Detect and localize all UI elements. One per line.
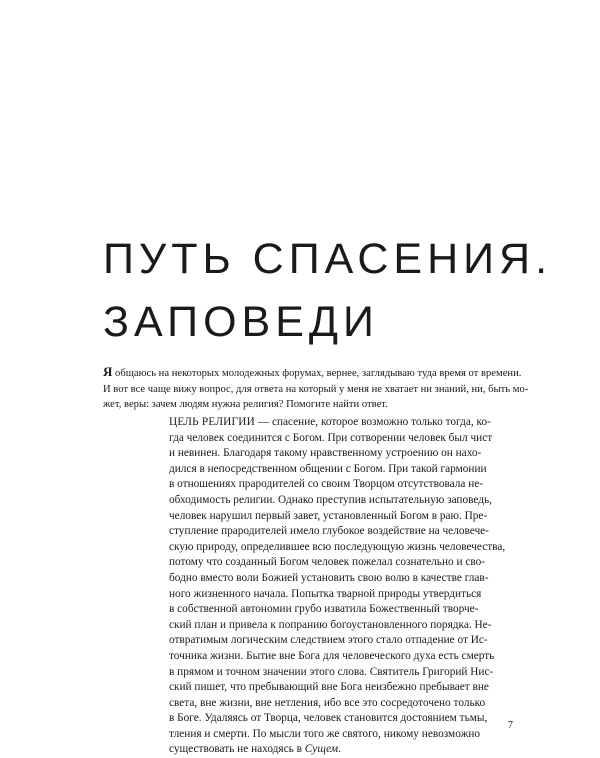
body-line: ного жизненного начала. Попытка тварной природы утвердиться — [169, 587, 482, 600]
body-line: в отношениях прародителей со своим Творцом отсутствовала не- — [169, 478, 484, 491]
body-line: тления и смерти. По мысли того же святого, никому невозможно — [169, 727, 481, 740]
body-line: обходимость религии. Однако преступив испытательную заповедь, — [169, 493, 492, 506]
body-line: в собственной автономии грубо изватила Божественный творче- — [169, 603, 479, 616]
last-line-italic: Сущем — [304, 743, 339, 756]
lead-dropcap: Я — [103, 364, 113, 379]
body-line: в Боге. Удаляясь от Творца, человек становится достоянием тьмы, — [169, 712, 488, 725]
last-line-end: . — [338, 743, 341, 756]
body-line: гда человек соединится с Богом. При сотворении человек был чист — [169, 431, 493, 444]
body-first-line-rest: — спасение, которое возможно только тогда, ко- — [255, 416, 491, 428]
body-lead-in: ЦЕЛЬ РЕЛИГИИ — [169, 416, 255, 428]
reader-question — [103, 364, 529, 413]
body-line: света, вне жизни, вне нетления, ибо все это сосредоточено только — [169, 696, 486, 709]
body-line: человек нарушил первый завет, установленный Богом в раю. Пре- — [169, 509, 488, 522]
body-line-last — [169, 742, 521, 758]
body-line: потому что созданный Богом человек пожелал сознательно и сво- — [169, 556, 486, 569]
body-line: ский пишет, что пребывающий вне Бога неизбежно пребывает вне — [169, 681, 489, 694]
body-line: бодно вместо воли Божией установить свою волю в качестве глав- — [169, 571, 489, 584]
lead-line-2: И вот все чаще вижу вопрос, для ответа на который у меня не хватает ни знаний, ни, быть мо- — [103, 383, 529, 395]
lead-line-1-text: общаюсь на некоторых молодежных форумах, вернее, заглядываю туда время от времени. — [112, 368, 522, 379]
body-line: дился в непосредственном общении с Богом. При такой гармонии — [169, 462, 487, 475]
body-line: в прямом и точном значении этого слова. Святитель Григорий Нис- — [169, 665, 494, 678]
chapter-title-line-2: ЗАПОВЕДИ — [103, 297, 379, 346]
body-line: ский план и привела к попранию богоустановленного порядка. Не- — [169, 618, 492, 631]
page-number: 7 — [508, 720, 513, 731]
lead-line-1 — [103, 364, 523, 382]
body-line: ступление прародителей имело глубокое воздействие на человече- — [169, 525, 489, 538]
last-line-start: существовать не находясь в — [169, 743, 305, 756]
lead-line-3: жет, веры: зачем людям нужна религия? Помогите найти ответ. — [103, 399, 388, 410]
body-line: скую природу, определившее всю последующую жизнь человечества, — [169, 540, 506, 553]
answer-body — [169, 415, 521, 758]
body-line: отвратимым логическим следствием этого стало отпадение от Ис- — [169, 634, 488, 647]
body-line: и невинен. Благодаря такому нравственному устроению он нахо- — [169, 447, 482, 460]
chapter-title-line-1: ПУТЬ СПАСЕНИЯ. — [103, 234, 553, 283]
body-line-first — [169, 415, 521, 431]
body-line: точника жизни. Бытие вне Бога для человеческого духа есть смерть — [169, 649, 495, 662]
